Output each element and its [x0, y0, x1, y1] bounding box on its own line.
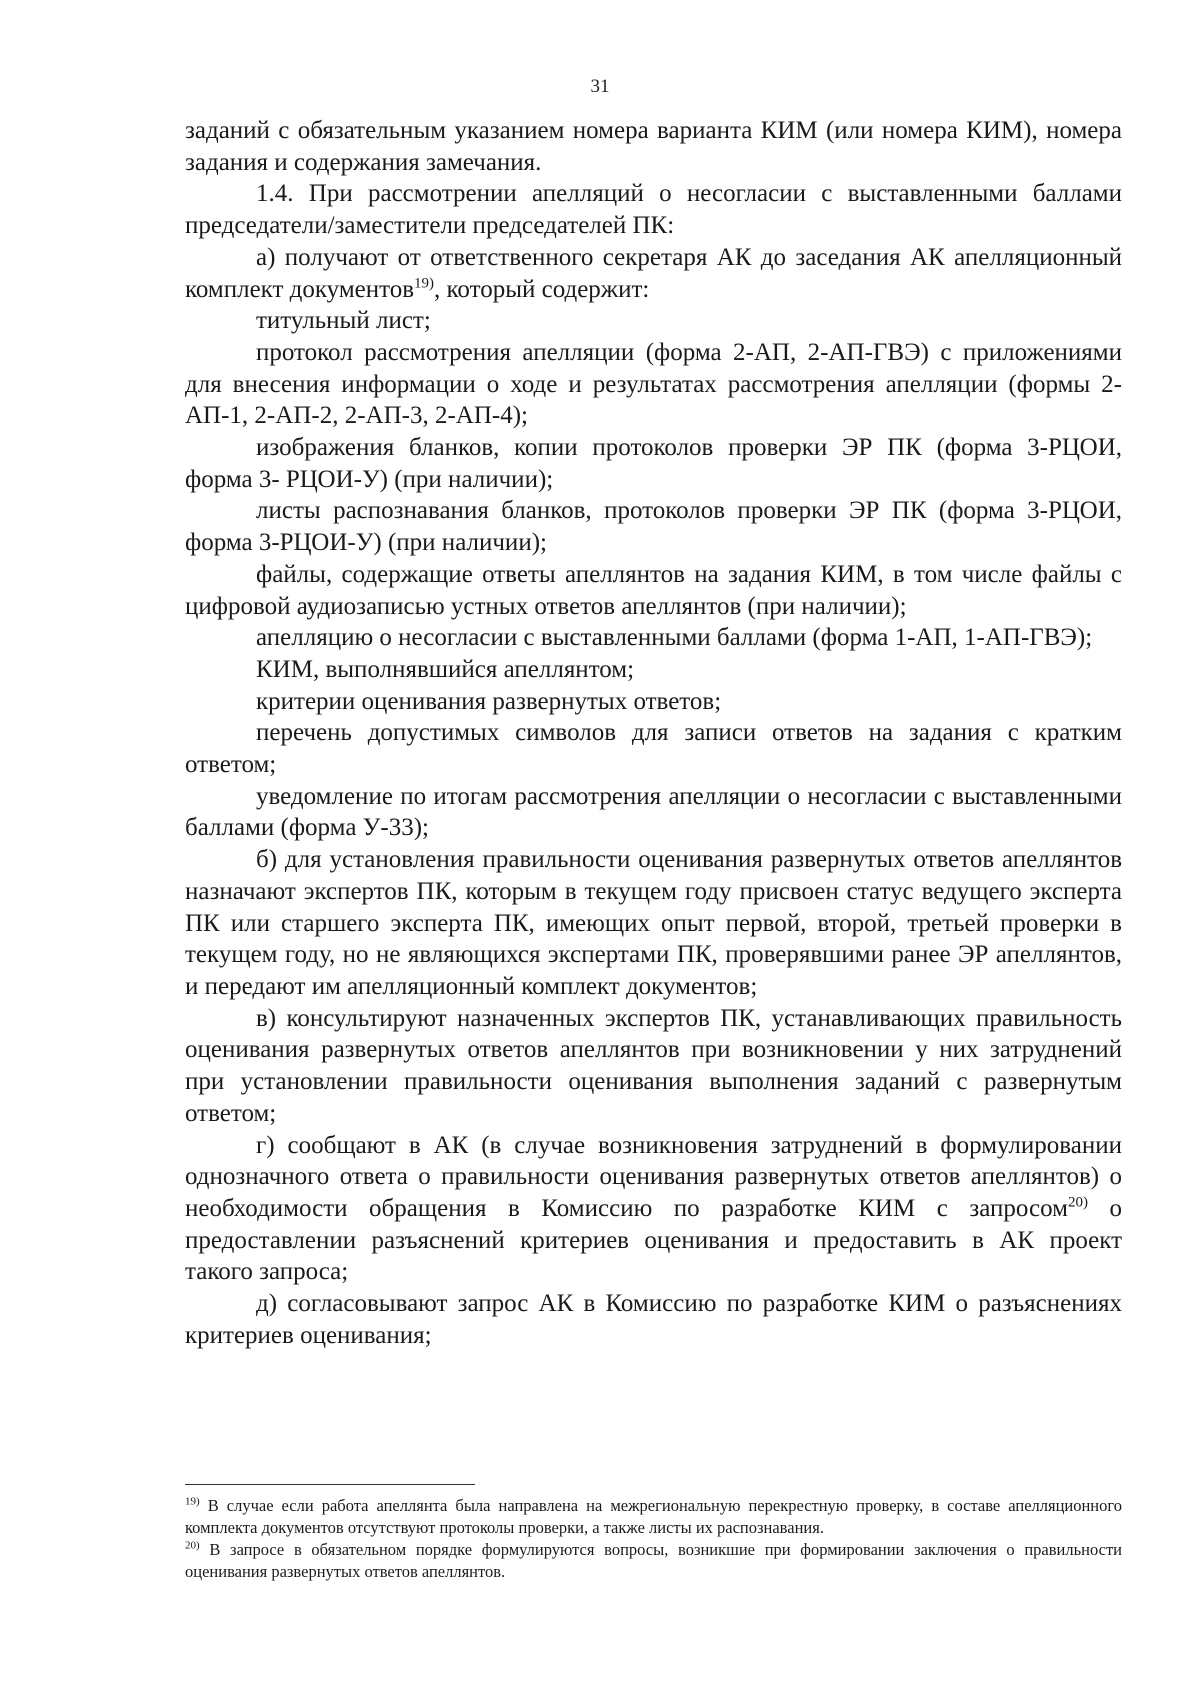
paragraph-v: в) консультируют назначенных экспертов ПК, устанавливающих правильность оценивания развернутых ответов апеллянтов при возникновении у них затруднений при установлении правильности оценивания выполнения заданий с развернутым ответом; — [185, 1004, 1122, 1127]
list-item-symbols: перечень допустимых символов для записи ответов на задания с кратким ответом; — [185, 719, 1122, 779]
paragraph-1-4: 1.4. При рассмотрении апелляций о несогласии с выставленными баллами председатели/заместители председателей ПК: — [185, 180, 1122, 240]
footnote-text-19: В случае если работа апеллянта была направлена на межрегиональную перекрестную проверку, в составе апелляционного комплекта документов отсутствуют протоколы проверки, а также листы их распознавания. — [185, 1496, 1122, 1537]
paragraph-continuation: заданий с обязательным указанием номера варианта КИМ (или номера КИМ), номера задания и содержания замечания. — [185, 117, 1122, 176]
page-number: 31 — [590, 76, 610, 97]
list-item-title-page: титульный лист; — [256, 307, 431, 335]
footnotes — [185, 1495, 1122, 1583]
document-body — [185, 115, 1122, 1351]
footnote-mark-20: 20) — [185, 1539, 200, 1552]
footnote-mark-19: 19) — [185, 1495, 200, 1508]
paragraph-b: б) для установления правильности оценивания развернутых ответов апеллянтов назначают экспертов ПК, которым в текущем году присвоен статус ведущего эксперта ПК или старшего эксперта ПК, имеющих опыт первой, второй, третьей проверки в текущем году, но не являющихся экспертами ПК, проверявшими ранее ЭР апеллянтов, и передают им апелляционный комплект документов; — [185, 846, 1122, 1000]
paragraph-a-end: , который содержит: — [434, 275, 650, 303]
paragraph-a-start: а) получают от ответственного секретаря АК до заседания АК — [256, 243, 945, 271]
list-item-notification: уведомление по итогам рассмотрения апелляции о несогласии с выставленными баллами (форма У-33); — [185, 782, 1122, 842]
list-item-appeal: апелляцию о несогласии с выставленными баллами (форма 1-АП, 1-АП-ГВЭ); — [256, 624, 1093, 652]
footnote-ref-19: 19) — [414, 275, 435, 292]
list-item-images: изображения бланков, копии протоколов проверки ЭР ПК (форма 3-РЦОИ, форма 3- РЦОИ-У) (при наличии); — [185, 434, 1122, 493]
list-item-recognition-sheets: листы распознавания бланков, протоколов проверки ЭР ПК (форма 3-РЦОИ, форма 3-РЦОИ-У) (при наличии); — [185, 497, 1122, 557]
paragraph-a-text: апелляционный комплект документов — [185, 243, 1123, 303]
paragraph-g-end: о предоставлении разъяснений критериев оценивания и предоставить в АК проект такого запроса; — [185, 1194, 1122, 1286]
list-item-criteria: критерии оценивания развернутых ответов; — [256, 687, 722, 715]
list-item-protocol: протокол рассмотрения апелляции (форма 2-АП, 2-АП-ГВЭ) с приложениями для внесения информации о ходе и результатах рассмотрения апелляции (формы 2-АП-1, 2-АП-2, 2-АП-3, 2-АП-4); — [185, 338, 1122, 430]
paragraph-g-text: г) сообщают в АК (в случае возникновения затруднений в формулировании однозначного ответа о правильности оценивания развернутых ответов апеллянтов) о необходимости обращения в Комиссию по разработке КИМ с запросом — [185, 1131, 1122, 1222]
paragraph-a — [185, 242, 1122, 305]
paragraph-g — [185, 1130, 1122, 1289]
footnote-separator — [185, 1484, 475, 1485]
footnote-ref-20: 20) — [1067, 1194, 1088, 1211]
list-item-kim: КИМ, выполнявшийся апеллянтом; — [256, 655, 635, 683]
paragraph-d: д) согласовывают запрос АК в Комиссию по разработке КИМ о разъяснениях критериев оценивания; — [185, 1290, 1122, 1349]
footnote-19 — [185, 1495, 1122, 1539]
list-item-answer-files: файлы, содержащие ответы апеллянтов на задания КИМ, в том числе файлы с цифровой аудиозаписью устных ответов апеллянтов (при наличии); — [185, 560, 1122, 620]
footnote-20 — [185, 1539, 1122, 1583]
footnote-text-20: В запросе в обязательном порядке формулируются вопросы, возникшие при формировании заключения о правильности оценивания развернутых ответов апеллянтов. — [185, 1540, 1122, 1581]
